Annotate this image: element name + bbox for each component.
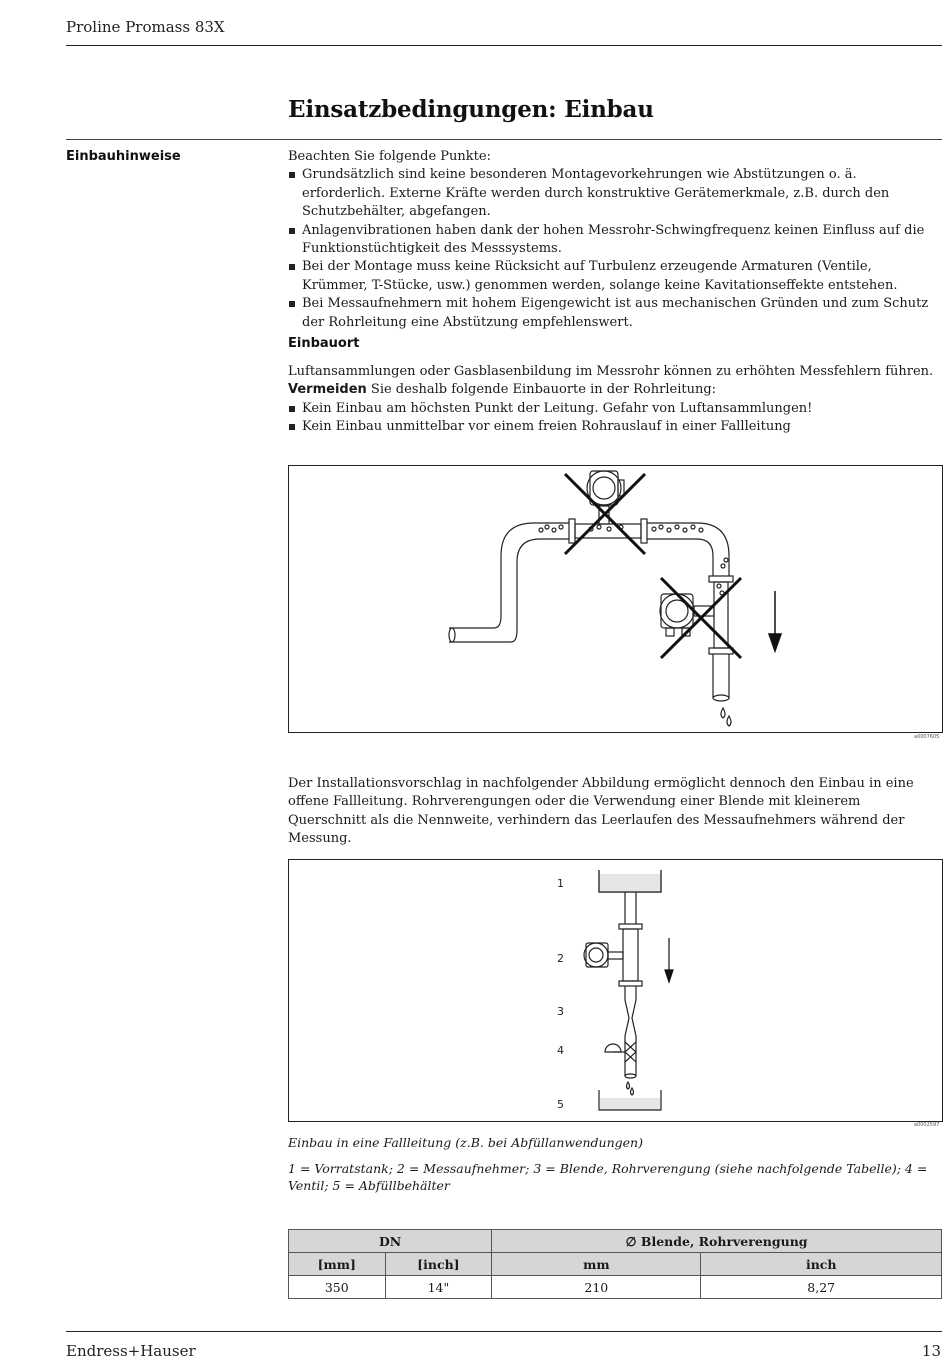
table-cell: 210 <box>492 1276 701 1299</box>
table-group-header-blende: ∅ Blende, Rohrverengung <box>492 1230 942 1253</box>
page-title: Einsatzbedingungen: Einbau <box>288 96 654 123</box>
fallleitung-diagram <box>289 860 942 1121</box>
figure-caption-legend: 1 = Vorratstank; 2 = Messaufnehmer; 3 = Blende, Rohrverengung (siehe nachfolgende Tabelle); 4 = Ventil; 5 = Abfüllbehälter <box>288 1161 928 1193</box>
fig-label-3: 3 <box>557 1005 564 1018</box>
einbauhinweise-list <box>288 166 938 332</box>
fig-label-4: 4 <box>557 1044 564 1057</box>
instruction-rest: Sie deshalb folgende Einbauorte in der Rohrleitung: <box>366 382 717 398</box>
einbauort-instruction <box>288 381 938 399</box>
figure-caption-title: Einbau in eine Fallleitung (z.B. bei Abfüllanwendungen) <box>288 1135 643 1150</box>
einbauort-content <box>288 363 938 437</box>
fig-label-1: 1 <box>557 877 564 890</box>
list-item: Kein Einbau am höchsten Punkt der Leitung. Gefahr von Luftansammlungen! <box>288 400 938 418</box>
emphasis-vermeiden: Vermeiden <box>288 382 367 398</box>
list-item: Anlagenvibrationen haben dank der hohen Messrohr-Schwingfrequenz keinen Einfluss auf die Funktionstüchtigkeit des Messsystems. <box>288 222 938 259</box>
side-heading-einbauhinweise: Einbauhinweise <box>66 149 181 164</box>
suggestion-paragraph: Der Installationsvorschlag in nachfolgender Abbildung ermöglicht dennoch den Einbau in eine offene Fallleitung. Rohrverengungen oder die Verwendung einer Blende mit kleinerem Querschnitt als die Nennweite, verhindern das Leerlaufen des Messaufnehmers während der Messung. <box>288 776 914 847</box>
section-rule <box>66 139 942 140</box>
subheading-einbauort: Einbauort <box>288 336 360 351</box>
figure-fallleitung <box>288 859 943 1122</box>
table-header-row <box>289 1253 942 1276</box>
table-cell: 350 <box>289 1276 386 1299</box>
table-header-cell: inch <box>701 1253 942 1276</box>
table-header-cell: [mm] <box>289 1253 386 1276</box>
table-cell: 8,27 <box>701 1276 942 1299</box>
einbauhinweise-content <box>288 148 938 332</box>
figure-id: a0007605 <box>914 734 940 740</box>
figure-wrong-installation <box>288 465 943 733</box>
figure-id: a0002597 <box>914 1122 940 1128</box>
fig-label-5: 5 <box>557 1098 564 1111</box>
table-header-cell: [inch] <box>385 1253 492 1276</box>
einbauort-sentence: Luftansammlungen oder Gasblasenbildung im Messrohr können zu erhöhten Messfehlern führen. <box>288 364 934 379</box>
einbauort-list <box>288 400 938 437</box>
table-cell: 14" <box>385 1276 492 1299</box>
footer-company: Endress+Hauser <box>66 1342 196 1360</box>
table-header-cell: mm <box>492 1253 701 1276</box>
table-group-header-dn: DN <box>289 1230 492 1253</box>
intro-text: Beachten Sie folgende Punkte: <box>288 149 491 164</box>
footer-rule <box>66 1331 942 1332</box>
fig-label-2: 2 <box>557 952 564 965</box>
table-row <box>289 1276 942 1299</box>
header-rule <box>66 45 942 46</box>
list-item: Bei Messaufnehmern mit hohem Eigengewicht ist aus mechanischen Gründen und zum Schutz der Rohrleitung eine Abstützung empfehlenswert. <box>288 295 938 332</box>
dn-table <box>288 1229 942 1299</box>
einbauort-text <box>288 363 938 381</box>
page-number: 13 <box>921 1342 941 1360</box>
piping-diagram <box>289 466 942 732</box>
list-item: Kein Einbau unmittelbar vor einem freien Rohrauslauf in einer Fallleitung <box>288 418 938 436</box>
running-header: Proline Promass 83X <box>66 18 225 36</box>
list-item: Grundsätzlich sind keine besonderen Montagevorkehrungen wie Abstützungen o. ä. erforderlich. Externe Kräfte werden durch konstruktive Gerätemerkmale, z.B. durch den Schutzbehälter, abgefangen. <box>288 166 938 221</box>
installation-suggestion-text <box>288 775 938 849</box>
list-item: Bei der Montage muss keine Rücksicht auf Turbulenz erzeugende Armaturen (Ventile, Krümmer, T-Stücke, usw.) genommen werden, solange keine Kavitationseffekte entstehen. <box>288 258 938 295</box>
table-header-row <box>289 1230 942 1253</box>
